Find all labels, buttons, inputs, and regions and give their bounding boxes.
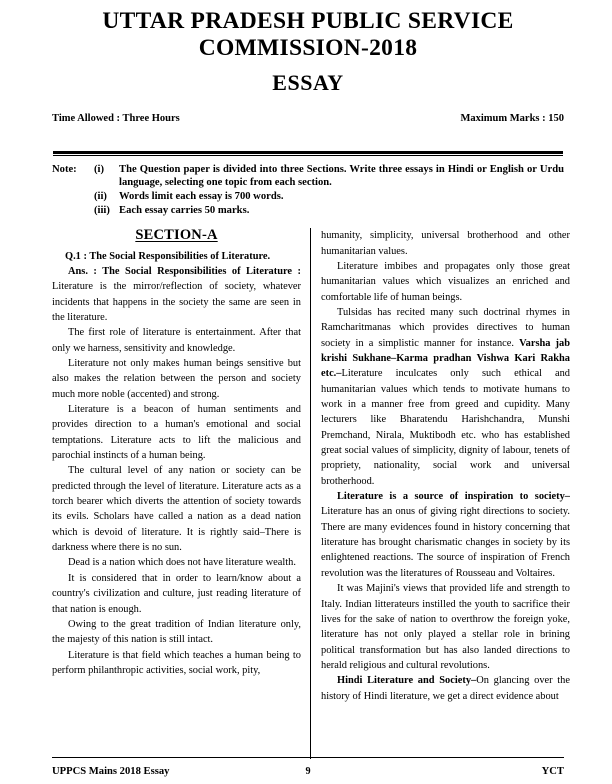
paragraph: It was Majini's views that provided life and strength to Italy. Indian litterateurs instilled the youth to sacrifice their lives for the sake of nation to overthrow the foreign yoke, literature has not only played a stellar role in brining political transformation but has also landed directions to herald religious and cultural revolutions. (321, 583, 570, 671)
paragraph: Literature is that field which teaches a human being to perform philanthropic activities, social work, pity, (52, 649, 301, 676)
note-label: Note: (52, 163, 77, 175)
header-divider (53, 151, 563, 156)
paragraph: The cultural level of any nation or society can be predicted through the level of literature. Literature acts as a torch bearer which diverts the attention of society towards its evils. Scholars have called a nation as a dead nation which is devoid of literature. It is rightly said–There is darkness where there is no sun. (52, 465, 301, 554)
note-item-number: (iii) (94, 204, 110, 216)
note-item-text: The Question paper is divided into three Sections. Write three essays in Hindi or English or Urdu language, selecting one topic from each section. (119, 163, 564, 189)
footer-divider (52, 757, 564, 758)
body-columns (52, 228, 570, 759)
paragraph: Literature is a beacon of human sentiments and provides direction to a human's emotional and social temptations. Literature acts to lift the malicious and parochial instincts of a human being. (52, 404, 301, 462)
note-item (52, 163, 564, 190)
paragraph-text: On glancing over the history of Hindi literature, we get a direct evidence about (321, 675, 570, 702)
note-item-number: (ii) (94, 191, 107, 203)
divider-thick-line (53, 151, 563, 154)
divider-thin-line (53, 155, 563, 156)
note-block (52, 163, 564, 217)
paragraph: It is considered that in order to learn/know about a country's civilization and culture, just reading literature of that nation is enough. (52, 572, 301, 615)
paragraph: Literature imbibes and propagates only those great humanitarian values which visualizes an enriched and comfortable life of human beings. (321, 260, 570, 303)
note-item (94, 190, 564, 204)
note-item (94, 204, 564, 218)
left-column (52, 228, 310, 759)
paragraph-text-before: Tulsidas has recited many such doctrinal rhymes in Ramcharitmanas which provides directives to human society in a simplistic manner for instance. (321, 306, 570, 349)
title-line-1: UTTAR PRADESH PUBLIC SERVICE (102, 8, 514, 34)
section-heading: SECTION-A (135, 228, 218, 244)
note-item-number: (i) (94, 163, 104, 175)
right-column (311, 228, 570, 759)
paragraph: Literature not only makes human beings sensitive but also makes the relation between the person and society much more noble (accented) and strong. (52, 358, 301, 400)
page-number: 9 (305, 766, 311, 777)
paragraph-text-after: Literature inculcates only such ethical and humanitarian values which tends to motivate humans to work in a manner free from greed and cupidity. Many lecturers like Bharatendu Harishchandra, Munshi Premchand, Nirala, Muktibodh etc. who has established great social values of simplicity, dignity of labour, tenets of propriety, nationality, social work and universal brotherhood. (321, 368, 570, 487)
document-footer (52, 766, 564, 777)
subheading-inline: Literature is a source of inspiration to society– (337, 491, 570, 503)
footer-right-text: YCT (541, 766, 564, 777)
note-item-text: Words limit each essay is 700 words. (119, 191, 284, 203)
time-allowed: Time Allowed : Three Hours (52, 113, 180, 124)
subheading-inline: Hindi Literature and Society– (337, 675, 477, 687)
paragraph: humanity, simplicity, universal brotherhood and other humanitarian values. (321, 230, 570, 257)
document-header (52, 0, 564, 124)
maximum-marks: Maximum Marks : 150 (460, 113, 564, 124)
paragraph (321, 673, 570, 704)
paragraph: The first role of literature is entertainment. After that only we harness, sensitivity and knowledge. (52, 327, 301, 354)
note-item-text: Each essay carries 50 marks. (119, 204, 250, 216)
exam-title: ESSAY (272, 70, 344, 95)
footer-left-text: UPPCS Mains 2018 Essay (52, 766, 170, 777)
answer-lead-text: Literature is the mirror/reflection of society, whatever incidents that happens in the society the same are seen in the literature. (52, 281, 301, 323)
question-line: Q.1 : The Social Responsibilities of Literature. (65, 250, 271, 262)
paragraph (321, 305, 570, 489)
quoted-verse-bold: Varsha jab krishi Sukhane–Karma pradhan Vishwa Kari Rakha etc.– (321, 337, 570, 380)
paragraph: Owing to the great tradition of Indian literature only, the majesty of this nation is still intact. (52, 618, 301, 646)
answer-paragraph (52, 264, 301, 325)
title-line-2: COMMISSION-2018 (198, 35, 418, 61)
answer-lead-label: Ans. : The Social Responsibilities of Literature : (68, 265, 301, 277)
paragraph (321, 489, 570, 581)
page-title (52, 0, 564, 62)
paragraph-text: Literature has an onus of giving right directions to society. There are many evidences found in history concerning that literature has brought charismatic changes in society by its enlightened reactions. The source of inspiration of French revolution was the literatures of Rousseau and Voltaires. (321, 506, 570, 579)
paragraph: Dead is a nation which does not have literature wealth. (68, 557, 296, 569)
exam-meta-row (52, 113, 564, 124)
